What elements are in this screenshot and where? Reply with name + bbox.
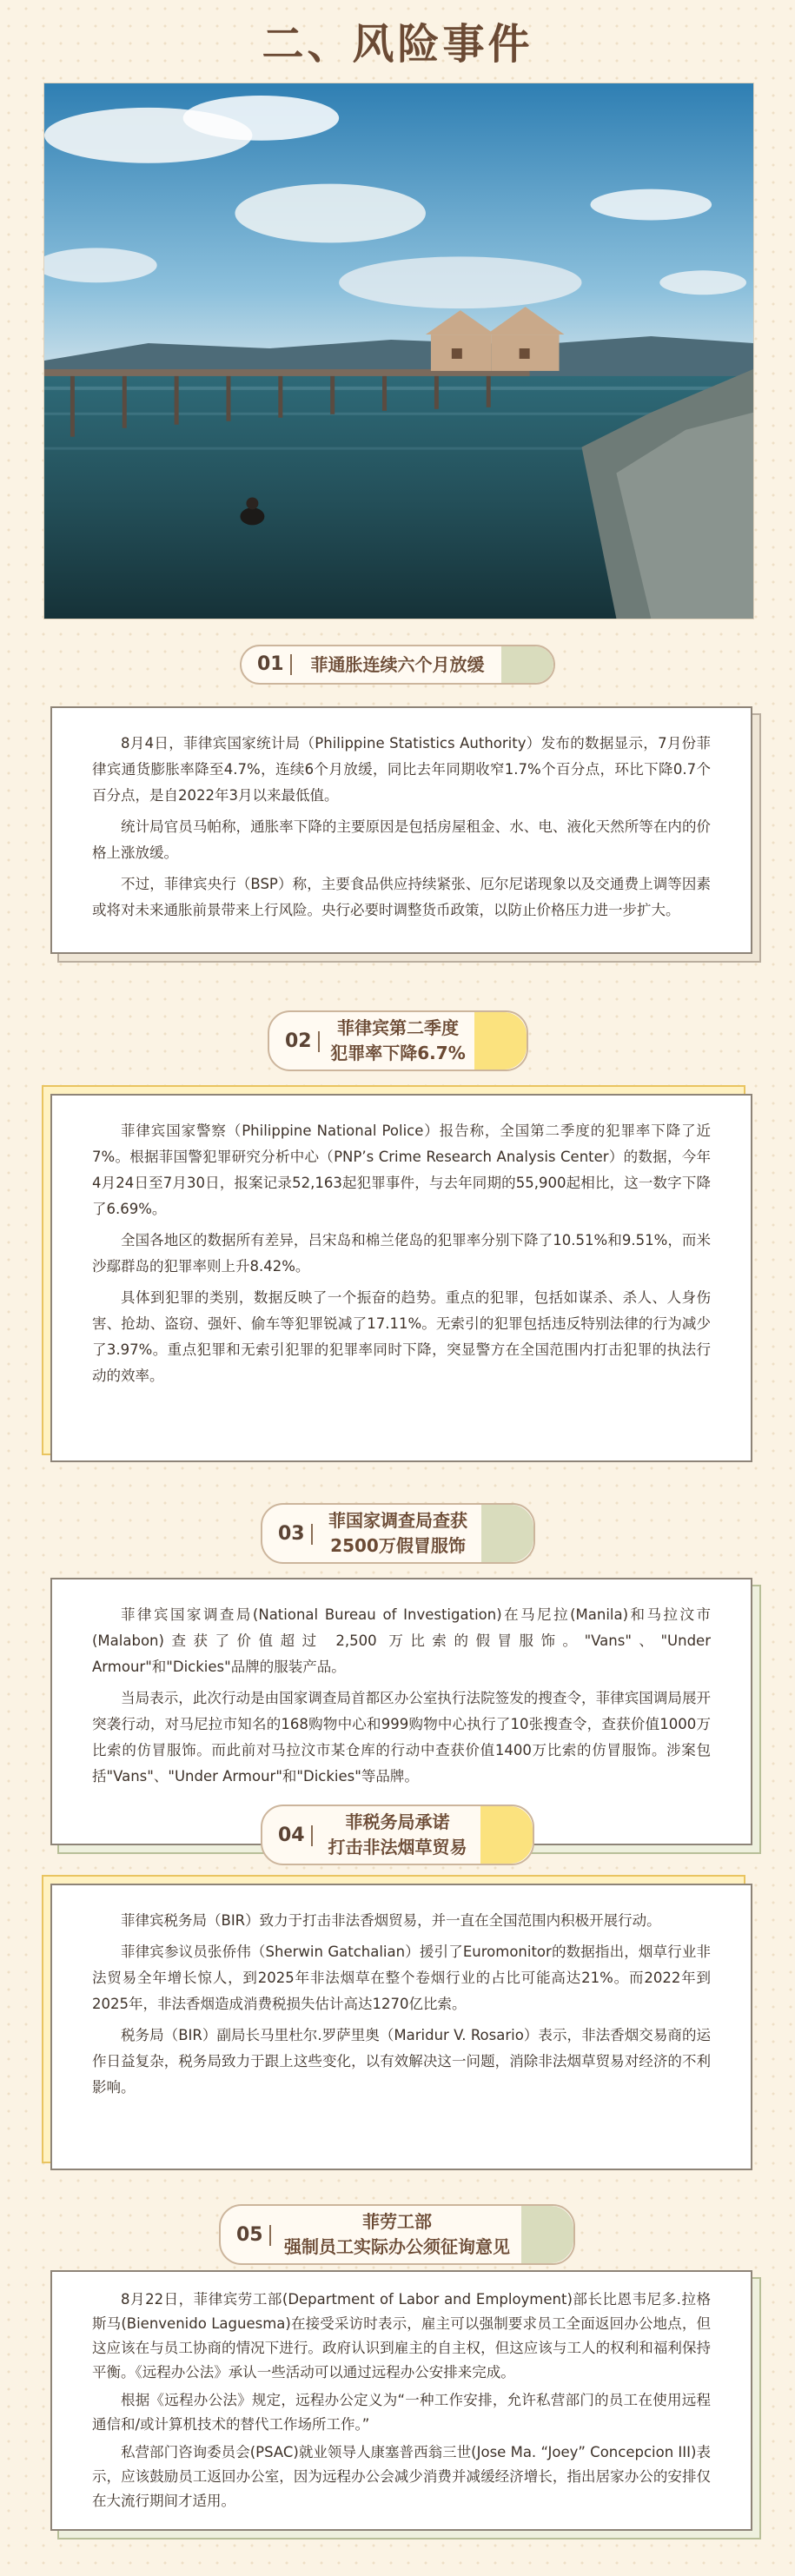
paragraph: 统计局官员马帕称，通胀率下降的主要原因是包括房屋租金、水、电、液化天然所等在内的价格上涨放缓。	[92, 818, 711, 861]
section-title: 菲律宾第二季度 犯罪率下降6.7%	[330, 1017, 466, 1063]
section-heading-02	[268, 1010, 528, 1071]
section-number: 05	[236, 2225, 271, 2246]
section-heading-01	[240, 645, 555, 685]
heading-tab-decoration	[480, 1806, 533, 1864]
heading-tab-decoration	[474, 1012, 527, 1069]
heading-tab-decoration	[501, 646, 553, 683]
section-title: 菲税务局承诺 打击非法烟草贸易	[328, 1811, 467, 1858]
paragraph: 当局表示，此次行动是由国家调查局首都区办公室执行法院签发的搜查令，菲律宾国调局展开突袭行动，对马尼拉市知名的168购物中心和999购物中心执行了10张搜查令，查获价值1000万比索的仿冒服饰。而此前对马拉汶市某仓库的行动中查获价值1400万比索的仿冒服饰。涉案包括"Vans"、"Under Armour"和"Dickies"等品牌。	[92, 1690, 711, 1785]
section-heading-05	[219, 2204, 575, 2265]
section-title: 菲劳工部 强制员工实际办公须征询意见	[284, 2211, 510, 2257]
page-title: 二、风险事件	[262, 20, 533, 69]
paragraph: 菲律宾参议员张侨伟（Sherwin Gatchalian）援引了Euromonitor的数据指出，烟草行业非法贸易全年增长惊人，到2025年非法烟草在整个卷烟行业的占比可能高达21%。而2022年到2025年，非法香烟造成消费税损失估计高达1270亿比索。	[92, 1944, 711, 2012]
section-title: 菲通胀连续六个月放缓	[310, 653, 485, 675]
paragraph: 根据《远程办公法》规定，远程办公定义为“一种工作安排，允许私营部门的员工在使用远程通信和/或计算机技术的替代工作场所工作。”	[92, 2392, 711, 2433]
paragraph: 菲律宾国家警察（Philippine National Police）报告称，全国第二季度的犯罪率下降了近7%。根据菲国警犯罪研究分析中心（PNP’s Crime Research Analysis Center）的数据，今年4月24日至7月30日，报案记录52,163起犯罪事件，与去年同期的55,900起相比，这一数字下降了6.69%。	[92, 1122, 711, 1217]
section-heading-04	[261, 1805, 534, 1865]
paragraph: 菲律宾国家调查局(National Bureau of Investigation)在马尼拉(Manila)和马拉汶市(Malabon)查获了价值超过 2,500 万比索的假冒服饰。"Vans"、"Under Armour"和"Dickies"品牌的服装产品。	[92, 1606, 711, 1675]
section-number: 01	[257, 654, 292, 675]
section-card-04	[50, 1884, 752, 2170]
section-title: 菲国家调查局查获 2500万假冒服饰	[328, 1510, 467, 1556]
section-heading-03	[261, 1503, 535, 1564]
section-card-02	[50, 1094, 752, 1462]
section-number: 03	[278, 1524, 313, 1545]
paragraph: 全国各地区的数据所有差异，吕宋岛和棉兰佬岛的犯罪率分别下降了10.51%和9.51%，而米沙鄢群岛的犯罪率则上升8.42%。	[92, 1232, 711, 1275]
section-number: 02	[285, 1031, 320, 1052]
paragraph: 税务局（BIR）副局长马里杜尔.罗萨里奥（Maridur V. Rosario）表示，非法香烟交易商的运作日益复杂，税务局致力于跟上这些变化，以有效解决这一问题，消除非法烟草贸易对经济的不利影响。	[92, 2027, 711, 2096]
pier-seascape-image	[44, 83, 753, 619]
heading-tab-decoration	[481, 1505, 533, 1562]
paragraph: 菲律宾税务局（BIR）致力于打击非法香烟贸易，并一直在全国范围内积极开展行动。	[121, 1912, 661, 1929]
heading-tab-decoration	[521, 2206, 573, 2263]
paragraph: 8月22日，菲律宾劳工部(Department of Labor and Employment)部长比恩韦尼多.拉格斯马(Bienvenido Laguesma)在接受采访时表示，雇主可以强制要求员工全面返回办公地点，但这应该在与员工协商的情况下进行。政府认识到雇主的自主权，但这应该与工人的权利和福利保持平衡。《远程办公法》承认一些活动可以通过远程办公安排来完成。	[92, 2291, 711, 2381]
paragraph: 不过，菲律宾央行（BSP）称，主要食品供应持续紧张、厄尔尼诺现象以及交通费上调等因素或将对未来通胀前景带来上行风险。央行必要时调整货币政策，以防止价格压力进一步扩大。	[92, 876, 711, 918]
hero-photo-pier	[43, 83, 754, 619]
section-card-05	[50, 2270, 752, 2531]
paragraph: 私营部门咨询委员会(PSAC)就业领导人康塞普西翁三世(Jose Ma. “Joey” Concepcion III)表示，应该鼓励员工返回办公室，因为远程办公会减少消费并减缓经济增长，指出居家办公的安排仅在大流行期间才适用。	[92, 2444, 711, 2509]
paragraph: 8月4日，菲律宾国家统计局（Philippine Statistics Authority）发布的数据显示，7月份菲律宾通货膨胀率降至4.7%，连续6个月放缓，同比去年同期收窄1.7%个百分点，环比下降0.7个百分点，是自2022年3月以来最低值。	[92, 735, 711, 804]
paragraph: 具体到犯罪的类别，数据反映了一个振奋的趋势。重点的犯罪，包括如谋杀、杀人、人身伤害、抢劫、盗窃、强奸、偷车等犯罪锐减了17.11%。无索引的犯罪包括违反特别法律的行为减少了3.97%。重点犯罪和无索引犯罪的犯罪率同时下降，突显警方在全国范围内打击犯罪的执法行动的效率。	[92, 1289, 711, 1384]
section-card-01	[50, 706, 752, 954]
section-number: 04	[278, 1825, 313, 1846]
